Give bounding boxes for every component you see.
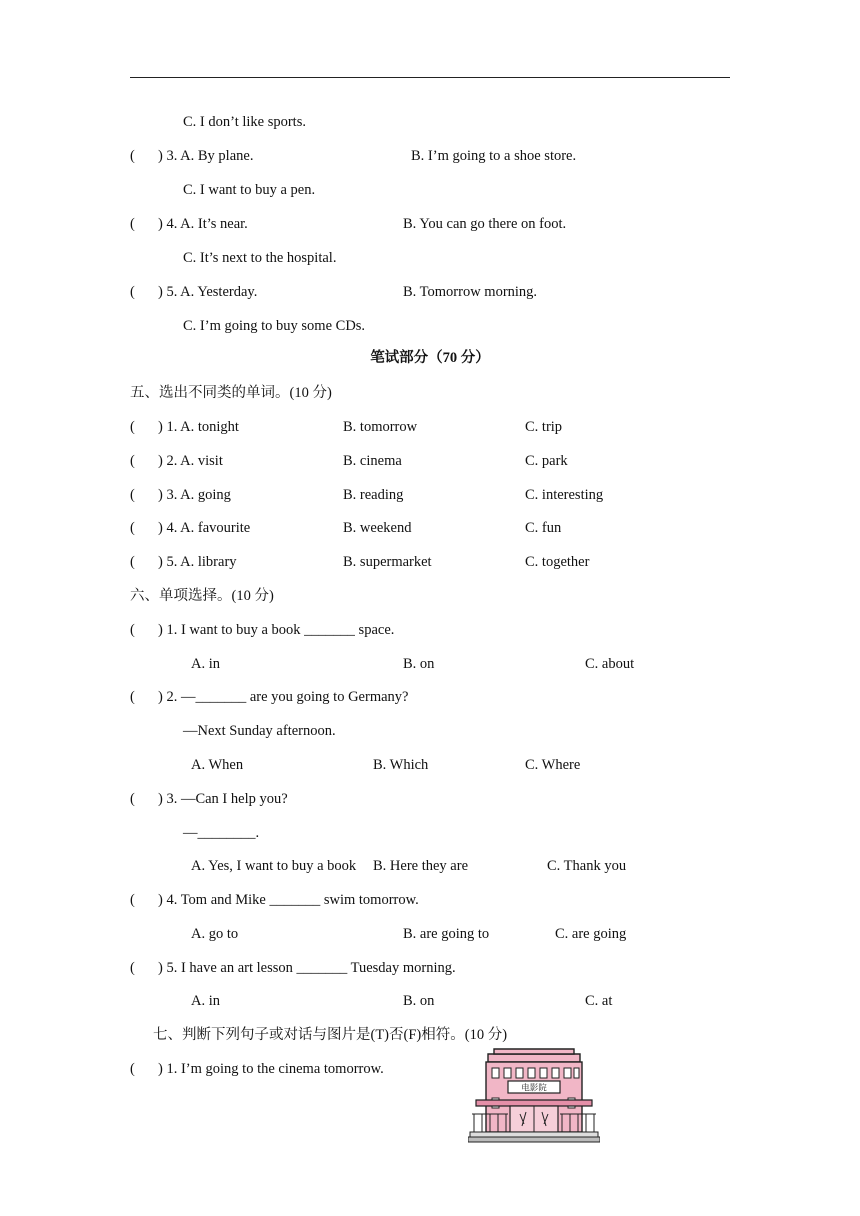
s6-q3-b: B. Here they are	[373, 858, 469, 874]
cinema-sign: 电影院	[521, 1083, 547, 1094]
s5-item-b: B. tomorrow	[343, 419, 418, 435]
q5-option-c: C. I’m going to buy some CDs.	[183, 318, 366, 334]
s6-q2-stem: ) 2. —_______ are you going to Germany?	[158, 689, 409, 705]
answer-bracket[interactable]: (	[130, 960, 135, 976]
s6-q5-a: A. in	[191, 993, 220, 1009]
s6-q2-a: A. When	[191, 757, 244, 773]
s6-q4-a: A. go to	[191, 926, 239, 942]
cinema-picture	[468, 1048, 600, 1144]
answer-bracket[interactable]: (	[130, 520, 135, 536]
s7-q1-stem: ) 1. I’m going to the cinema tomorrow.	[158, 1061, 384, 1077]
s5-item-stem: ) 3. A. going	[158, 487, 231, 503]
answer-bracket[interactable]: (	[130, 419, 135, 435]
s6-q3-a: A. Yes, I want to buy a book	[191, 858, 357, 874]
section7-title: 七、判断下列句子或对话与图片是(T)否(F)相符。(10 分)	[153, 1027, 508, 1043]
answer-bracket[interactable]: (	[130, 689, 135, 705]
s6-q2-b: B. Which	[373, 757, 429, 773]
s6-q4-stem: ) 4. Tom and Mike _______ swim tomorrow.	[158, 892, 419, 908]
q4-stem: ) 4. A. It’s near.	[158, 216, 248, 232]
s5-item-stem: ) 1. A. tonight	[158, 419, 239, 435]
q3-option-c: C. I want to buy a pen.	[183, 182, 316, 198]
answer-bracket[interactable]: (	[130, 487, 135, 503]
section5-title: 五、选出不同类的单词。(10 分)	[130, 385, 332, 401]
s6-q5-b: B. on	[403, 993, 435, 1009]
q2-option-c: C. I don’t like sports.	[183, 114, 306, 130]
s5-item-b: B. reading	[343, 487, 404, 503]
answer-bracket[interactable]: (	[130, 554, 135, 570]
s6-q4-b: B. are going to	[403, 926, 490, 942]
header-rule	[130, 77, 730, 78]
s6-q2-c: C. Where	[525, 757, 581, 773]
s6-q4-c: C. are going	[555, 926, 627, 942]
s5-item-stem: ) 2. A. visit	[158, 453, 223, 469]
s6-q5-c: C. at	[585, 993, 613, 1009]
q4-option-c: C. It’s next to the hospital.	[183, 250, 337, 266]
s6-q2-reply: —Next Sunday afternoon.	[183, 723, 336, 739]
answer-bracket[interactable]: (	[130, 1061, 135, 1077]
s6-q1-a: A. in	[191, 656, 220, 672]
s5-item-c: C. interesting	[525, 487, 604, 503]
s5-item-stem: ) 5. A. library	[158, 554, 237, 570]
s5-item-c: C. fun	[525, 520, 562, 536]
answer-bracket[interactable]: (	[130, 284, 135, 300]
s5-item-b: B. cinema	[343, 453, 402, 469]
q3-stem: ) 3. A. By plane.	[158, 148, 254, 164]
q3-option-b: B. I’m going to a shoe store.	[411, 148, 577, 164]
s5-item-b: B. weekend	[343, 520, 412, 536]
s6-q3-stem: ) 3. —Can I help you?	[158, 791, 288, 807]
q4-option-b: B. You can go there on foot.	[403, 216, 567, 232]
answer-bracket[interactable]: (	[130, 216, 135, 232]
s5-item-c: C. park	[525, 453, 568, 469]
answer-bracket[interactable]: (	[130, 148, 135, 164]
s6-q3-c: C. Thank you	[547, 858, 627, 874]
answer-bracket[interactable]: (	[130, 453, 135, 469]
s5-item-c: C. together	[525, 554, 590, 570]
s5-item-c: C. trip	[525, 419, 563, 435]
s5-item-b: B. supermarket	[343, 554, 432, 570]
written-part-title: 笔试部分（70 分）	[370, 350, 490, 366]
section6-title: 六、单项选择。(10 分)	[130, 588, 274, 604]
answer-bracket[interactable]: (	[130, 892, 135, 908]
q5-option-b: B. Tomorrow morning.	[403, 284, 538, 300]
s6-q1-b: B. on	[403, 656, 435, 672]
s6-q1-stem: ) 1. I want to buy a book _______ space.	[158, 622, 395, 638]
answer-bracket[interactable]: (	[130, 622, 135, 638]
answer-bracket[interactable]: (	[130, 791, 135, 807]
s6-q5-stem: ) 5. I have an art lesson _______ Tuesday morning.	[158, 960, 456, 976]
s6-q1-c: C. about	[585, 656, 635, 672]
s5-item-stem: ) 4. A. favourite	[158, 520, 251, 536]
q5-stem: ) 5. A. Yesterday.	[158, 284, 258, 300]
s6-q3-reply: —________.	[183, 825, 260, 841]
